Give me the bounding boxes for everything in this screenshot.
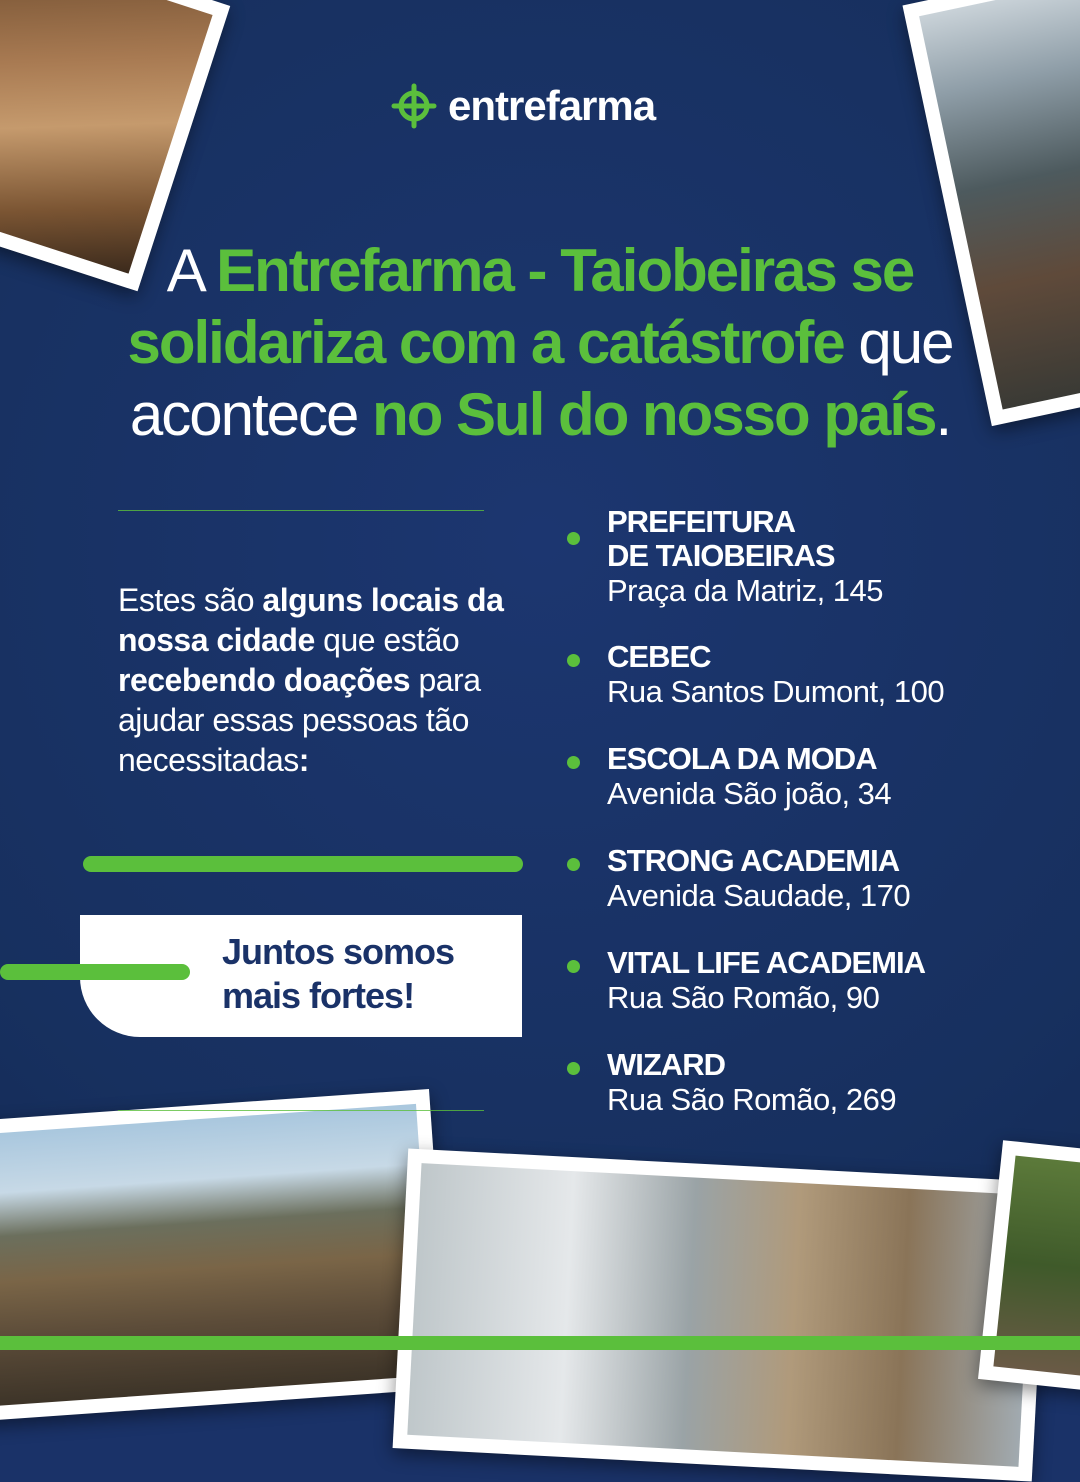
intro-paragraph — [118, 580, 508, 780]
list-item — [565, 742, 1045, 844]
intro-bold: alguns locais da nossa cidade — [118, 582, 504, 658]
accent-bar — [83, 856, 523, 872]
location-address: Rua São Romão, 90 — [607, 980, 880, 1015]
list-item — [565, 946, 1045, 1048]
list-item — [565, 1048, 1045, 1150]
intro-bold: : — [298, 742, 309, 778]
bullet-icon — [567, 858, 580, 871]
bullet-icon — [567, 960, 580, 973]
bullet-icon — [567, 756, 580, 769]
slogan-accent-bar — [0, 964, 190, 980]
intro-text: Estes são — [118, 582, 263, 618]
list-item — [565, 640, 1045, 742]
location-address: Avenida São joão, 34 — [607, 776, 892, 811]
bullet-icon — [567, 1062, 580, 1075]
location-name: PREFEITURA — [607, 504, 796, 539]
list-item — [565, 844, 1045, 946]
bullet-icon — [567, 654, 580, 667]
intro-text: para ajudar essas pessoas tão necessitadas — [118, 662, 481, 778]
list-item — [565, 505, 1045, 640]
location-name: ESCOLA DA MODA — [607, 741, 877, 776]
location-address: Rua São Romão, 269 — [607, 1082, 897, 1117]
divider-top — [118, 510, 484, 511]
location-name: DE TAIOBEIRAS — [607, 538, 835, 573]
location-name: WIZARD — [607, 1047, 725, 1082]
slogan — [222, 930, 512, 1018]
location-name: CEBEC — [607, 639, 711, 674]
headline-highlight: no Sul do nosso país — [372, 381, 936, 448]
bullet-icon — [567, 532, 580, 545]
brand-logo — [390, 82, 655, 130]
donation-locations-list — [565, 505, 1045, 1150]
location-address: Avenida Saudade, 170 — [607, 878, 911, 913]
location-address: Praça da Matriz, 145 — [607, 573, 884, 608]
location-address: Rua Santos Dumont, 100 — [607, 674, 945, 709]
headline-highlight: Entrefarma - Taiobeiras se solidariza com a catástrofe — [127, 237, 914, 376]
headline-text: que acontece — [129, 309, 953, 448]
bottom-green-strip — [0, 1336, 1080, 1350]
slogan-line: mais fortes! — [222, 975, 415, 1016]
location-name: STRONG ACADEMIA — [607, 843, 900, 878]
photo-flooded-downtown — [393, 1148, 1048, 1481]
headline-text: A — [166, 237, 217, 304]
slogan-line: Juntos somos — [222, 931, 455, 972]
intro-bold: recebendo doações — [118, 662, 411, 698]
photo-flooded-neighborhood — [0, 1089, 450, 1421]
location-name: VITAL LIFE ACADEMIA — [607, 945, 925, 980]
entrefarma-logo-icon — [390, 82, 438, 130]
brand-name: entrefarma — [448, 82, 656, 129]
intro-text: que estão — [314, 622, 460, 658]
divider-bottom — [118, 1110, 484, 1111]
headline-text: . — [935, 381, 951, 448]
headline — [60, 235, 1020, 451]
